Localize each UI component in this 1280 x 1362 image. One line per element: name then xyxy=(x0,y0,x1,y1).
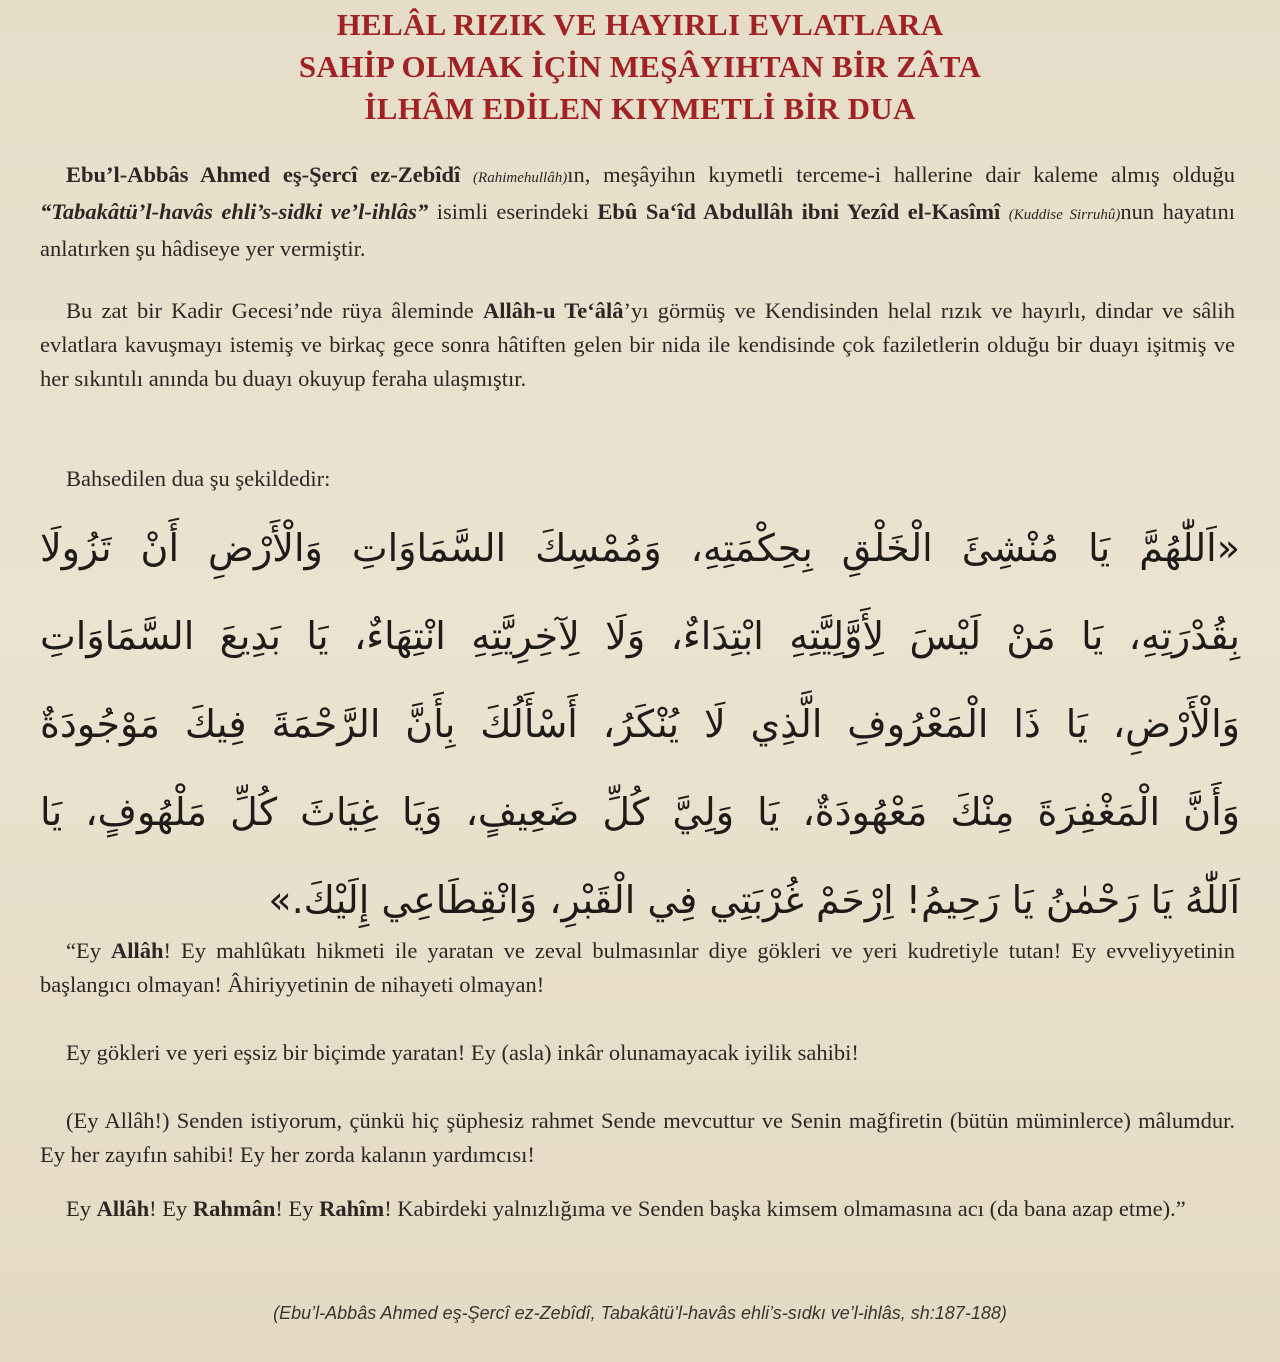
story-paragraph xyxy=(40,294,1235,396)
arabic-dua xyxy=(40,504,1240,944)
intro-paragraph xyxy=(40,158,1235,266)
intro-text-b: isimli eserindeki xyxy=(436,199,589,224)
translation-paragraph-2 xyxy=(40,1036,1235,1070)
translation-paragraph-4 xyxy=(40,1192,1235,1226)
source-citation: (Ebu’l-Abbâs Ahmed eş-Şercî ez-Zebîdî, Tabakâtü’l-havâs ehli’s-sıdkı ve’l-ihlâs, sh:187-188) xyxy=(273,1303,1007,1323)
author-honorific: (Rahimehullâh) xyxy=(473,170,568,186)
intro-text-a: ın, meşâyihın kıymetli terceme-i hallerine dair kaleme almış olduğu xyxy=(567,162,1236,187)
story-text-a: Bu zat bir Kadir Gecesi’nde rüya âleminde xyxy=(66,298,474,323)
translation-paragraph-3 xyxy=(40,1104,1235,1172)
translation-p1-name: Allâh xyxy=(111,938,164,963)
translation-p4-ey-3: ! Ey xyxy=(275,1196,320,1221)
title-line-2: SAHİP OLMAK İÇİN MEŞÂYIHTAN BİR ZÂTA xyxy=(298,49,982,84)
arabic-line-4: وَأَنَّ الْمَغْفِرَةَ مِنْكَ مَعْهُودَةٌ، يَا وَلِيَّ كُلِّ ضَعِيفٍ، وَيَا غِيَاثَ كُلِّ مَلْهُوفٍ، يَا xyxy=(40,790,1240,834)
translation-p4-ey-1: Ey xyxy=(66,1196,97,1221)
page-title xyxy=(140,4,1140,130)
arabic-line-5: اَللّٰهُ يَا رَحْمٰنُ يَا رَحِيمُ! اِرْحَمْ غُرْبَتِي فِي الْقَبْرِ، وَانْقِطَاعِي إِلَيْكَ.» xyxy=(268,878,1240,922)
author-name: Ebu’l-Abbâs Ahmed eş-Şercî ez-Zebîdî xyxy=(66,162,461,187)
arabic-line-2: بِقُدْرَتِهِ، يَا مَنْ لَيْسَ لِأَوَّلِيَّتِهِ ابْتِدَاءٌ، وَلَا لِآخِرِيَّتِهِ انْتِهَاءٌ، يَا بَدِيعَ السَّمَاوَاتِ xyxy=(40,614,1240,658)
translation-p4-name-3: Rahîm xyxy=(319,1196,385,1221)
intro-text-c: nun hayatını anlatırken şu hâdiseye yer vermiştir. xyxy=(40,199,1236,261)
translation-paragraph-1 xyxy=(40,934,1235,1002)
translation-p2-text: Ey gökleri ve yeri eşsiz bir biçimde yaratan! Ey (asla) inkâr olunamayacak iyilik sahibi! xyxy=(66,1040,859,1065)
story-divine-name: Allâh-u Te‘âlâ xyxy=(482,298,624,323)
arabic-line-3: وَالْأَرْضِ، يَا ذَا الْمَعْرُوفِ الَّذِي لَا يُنْكَرُ، أَسْأَلُكَ بِأَنَّ الرَّحْمَةَ فِيكَ مَوْجُودَةٌ xyxy=(40,702,1240,746)
subject-honorific: (Kuddise Sirruhû) xyxy=(1008,207,1121,223)
arabic-line-1: «اَللّٰهُمَّ يَا مُنْشِئَ الْخَلْقِ بِحِكْمَتِهِ، وَمُمْسِكَ السَّمَاوَاتِ وَالْأَرْضِ أَنْ تَزُولَا xyxy=(40,526,1240,570)
translation-p4-name-1: Allâh xyxy=(96,1196,150,1221)
translation-p4-text: ! Kabirdeki yalnızlığıma ve Senden başka kimsem olmamasına acı (da bana azap etme).” xyxy=(384,1196,1186,1221)
translation-p4-ey-2: ! Ey xyxy=(149,1196,193,1221)
translation-p1-open: “Ey xyxy=(66,938,112,963)
translation-p3-text: (Ey Allâh!) Senden istiyorum, çünkü hiç şüphesiz rahmet Sende mevcuttur ve Senin mağfiretin (bütün müminlerce) mâlumdur. Ey her zayıfın sahibi! Ey her zorda kalanın yardımcısı! xyxy=(40,1108,1235,1167)
translation-p1-text: ! Ey mahlûkatı hikmeti ile yaratan ve zeval bulmasınlar diye gökleri ve yeri kudretiyle tutan! Ey evveliyyetinin başlangıcı olmayan! Âhiriyyetinin de nihayeti olmayan! xyxy=(40,938,1235,997)
title-line-3: İLHÂM EDİLEN KIYMETLİ BİR DUA xyxy=(364,91,916,126)
lead-in xyxy=(40,462,1235,496)
title-line-1: HELÂL RIZIK VE HAYIRLI EVLATLARA xyxy=(336,7,944,42)
book-title: “Tabakâtü’l-havâs ehli’s-sidki ve’l-ihlâs” xyxy=(40,199,429,224)
subject-name: Ebû Sa‘îd Abdullâh ibni Yezîd el-Kasîmî xyxy=(597,199,1001,224)
lead-in-text: Bahsedilen dua şu şekildedir: xyxy=(66,466,331,491)
translation-p4-name-2: Rahmân xyxy=(192,1196,276,1221)
story-text-b: ’yı görmüş ve Kendisinden helal rızık ve hayırlı, dindar ve sâlih evlatlara kavuşmayı istemiş ve birkaç gece sonra hâtiften gelen bir nida ile kendisinde çok faziletlerin olduğu bir duayı işitmiş ve her sıkıntılı anında bu duayı okuyup feraha ulaşmıştır. xyxy=(40,298,1236,391)
